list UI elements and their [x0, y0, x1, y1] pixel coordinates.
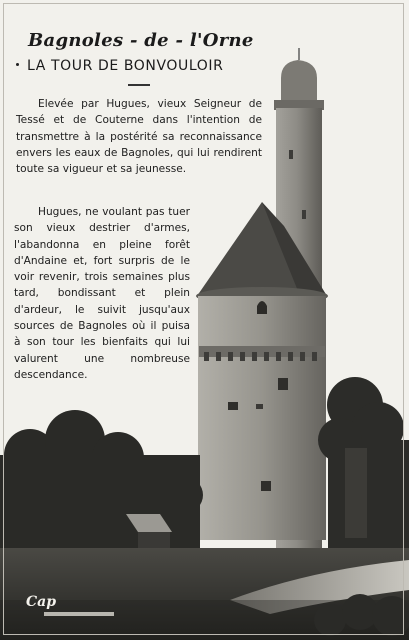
subtitle-text: LA TOUR DE BONVOULOIR — [27, 58, 224, 74]
paragraph-2-text: Hugues, ne voulant pas tuer son vieux destrier d'armes, l'abandonna en pleine forêt d'Andaine et, fort surpris de le voir revenir, trois semaines plus tard, bondissant et plein d'ardeur, le suivit jusqu'aux sources de Bagnoles où il puisa à son tour les bienfaits qui lui valurent une nombreuse descendance. — [14, 206, 190, 381]
card-subtitle — [14, 58, 274, 74]
bullet-dot — [16, 63, 19, 66]
card-title: Bagnoles - de - l'Orne — [28, 30, 254, 51]
publisher-logo: Cap — [26, 594, 57, 610]
caption-paragraph-1 — [16, 96, 262, 177]
title-rule — [128, 84, 150, 86]
caption-paragraph-2 — [14, 204, 190, 383]
paragraph-1-text: Elevée par Hugues, vieux Seigneur de Tessé et de Couterne dans l'intention de transmettre à la postérité sa reconnaissance envers les eaux de Bagnoles, qui lui rendirent toute sa vigueur et sa jeunesse. — [16, 98, 262, 176]
